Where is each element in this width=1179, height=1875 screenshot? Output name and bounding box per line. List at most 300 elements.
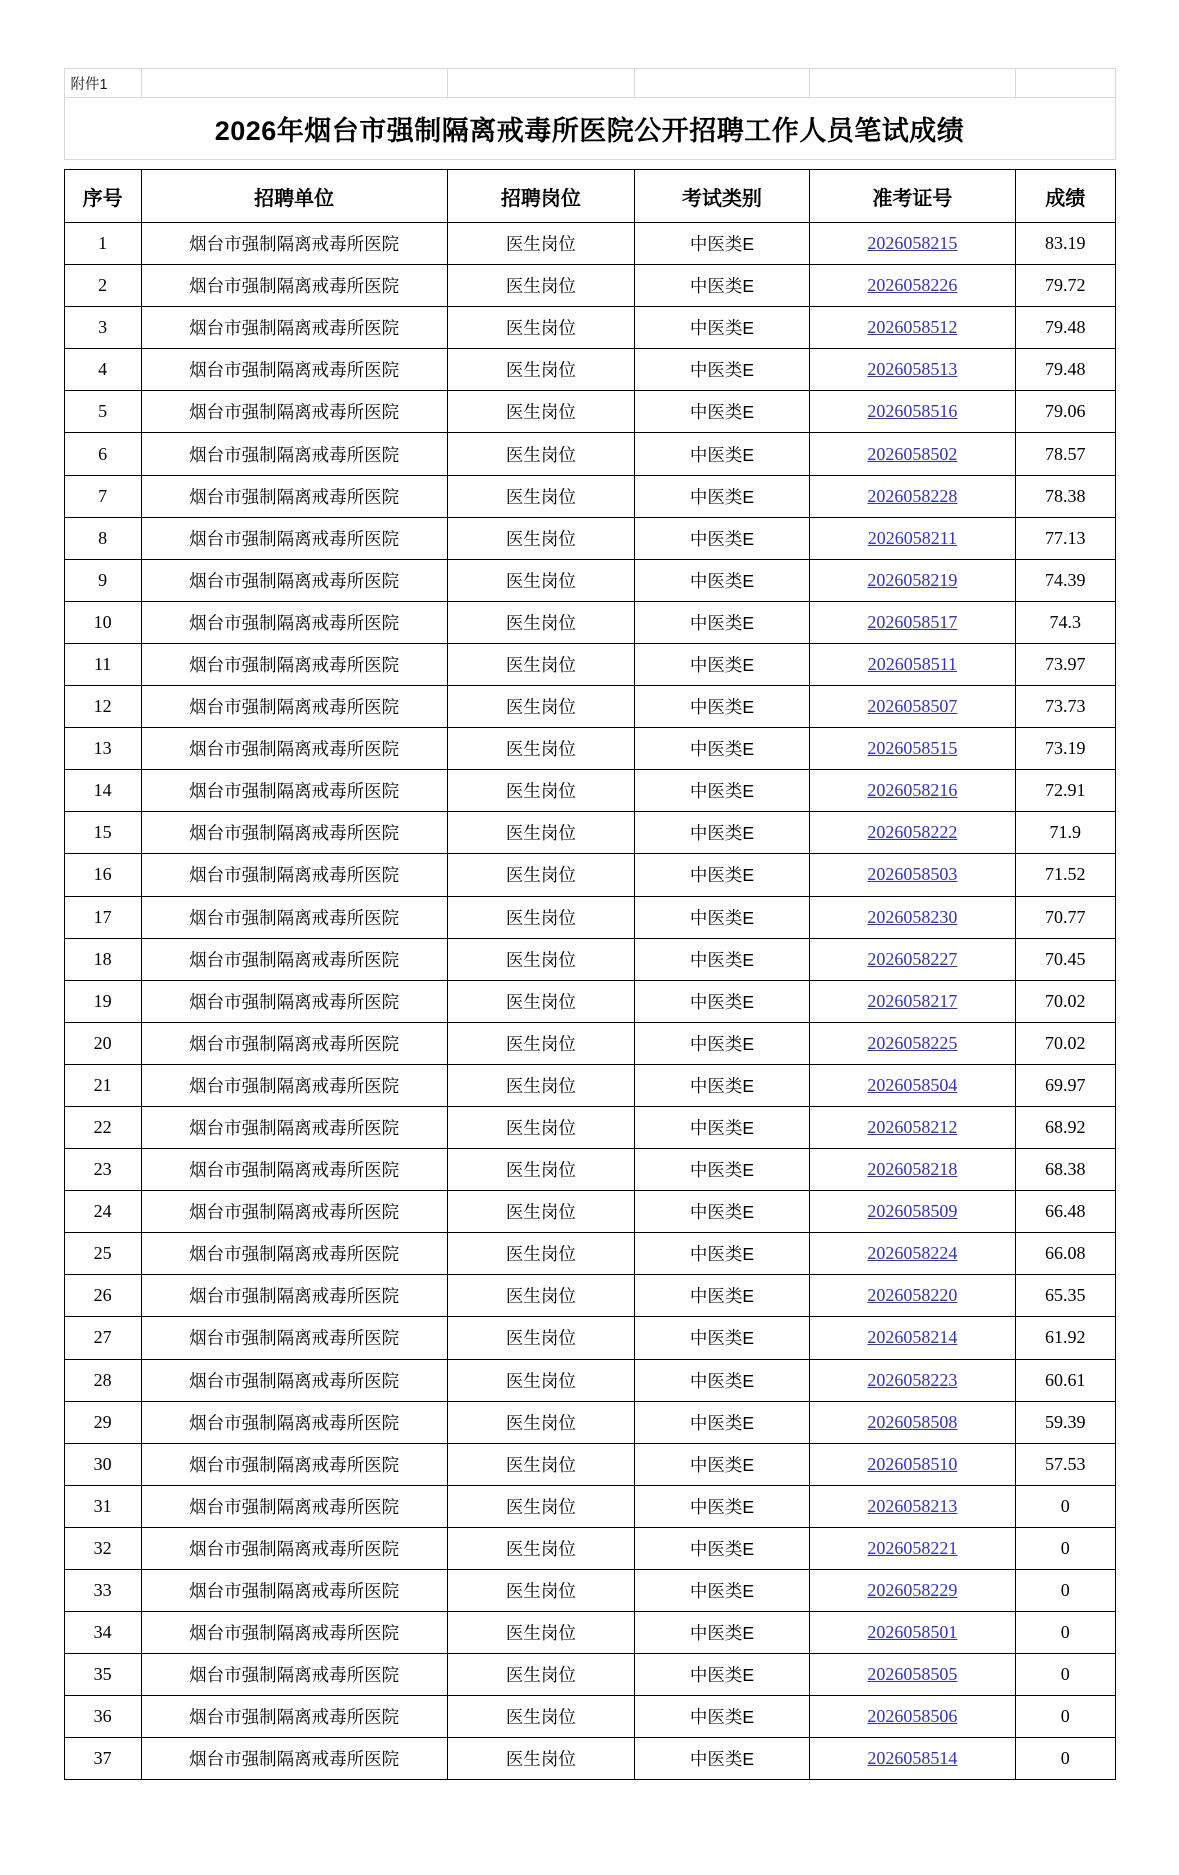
row-category-cell: 中医类E xyxy=(635,1485,809,1527)
table-row xyxy=(64,1149,1115,1191)
row-score-cell: 78.38 xyxy=(1016,475,1115,517)
table-row xyxy=(64,1696,1115,1738)
row-index-cell: 10 xyxy=(64,601,141,643)
column-header-category: 考试类别 xyxy=(635,170,809,223)
row-category-cell: 中医类E xyxy=(635,1654,809,1696)
row-index-cell: 3 xyxy=(64,307,141,349)
row-category-cell: 中医类E xyxy=(635,391,809,433)
row-score-cell: 70.45 xyxy=(1016,938,1115,980)
row-ticket-cell xyxy=(809,728,1015,770)
row-score-cell: 66.08 xyxy=(1016,1233,1115,1275)
row-ticket-cell xyxy=(809,1612,1015,1654)
table-row xyxy=(64,1106,1115,1148)
row-score-cell: 69.97 xyxy=(1016,1064,1115,1106)
ticket-number-link[interactable]: 2026058510 xyxy=(867,1453,958,1474)
row-score-cell: 65.35 xyxy=(1016,1275,1115,1317)
row-score-cell: 0 xyxy=(1016,1612,1115,1654)
row-score-cell: 83.19 xyxy=(1016,223,1115,265)
row-unit-cell: 烟台市强制隔离戒毒所医院 xyxy=(141,896,447,938)
row-unit-cell: 烟台市强制隔离戒毒所医院 xyxy=(141,1191,447,1233)
ticket-number-link[interactable]: 2026058507 xyxy=(867,696,958,717)
row-ticket-cell xyxy=(809,1738,1015,1780)
row-post-cell: 医生岗位 xyxy=(447,1275,635,1317)
table-row xyxy=(64,475,1115,517)
column-header-score: 成绩 xyxy=(1016,170,1115,223)
ticket-number-link[interactable]: 2026058217 xyxy=(867,990,958,1011)
row-ticket-cell xyxy=(809,1233,1015,1275)
row-unit-cell: 烟台市强制隔离戒毒所医院 xyxy=(141,601,447,643)
row-post-cell: 医生岗位 xyxy=(447,307,635,349)
row-score-cell: 68.92 xyxy=(1016,1106,1115,1148)
row-post-cell: 医生岗位 xyxy=(447,686,635,728)
ticket-number-link[interactable]: 2026058511 xyxy=(867,653,958,674)
row-post-cell: 医生岗位 xyxy=(447,1654,635,1696)
table-row xyxy=(64,643,1115,685)
row-category-cell: 中医类E xyxy=(635,728,809,770)
table-row xyxy=(64,770,1115,812)
row-index-cell: 18 xyxy=(64,938,141,980)
ticket-number-link[interactable]: 2026058505 xyxy=(867,1664,958,1685)
row-post-cell: 医生岗位 xyxy=(447,1570,635,1612)
row-score-cell: 73.19 xyxy=(1016,728,1115,770)
row-unit-cell: 烟台市强制隔离戒毒所医院 xyxy=(141,1106,447,1148)
row-category-cell: 中医类E xyxy=(635,854,809,896)
ticket-number-link[interactable]: 2026058222 xyxy=(867,822,958,843)
row-score-cell: 77.13 xyxy=(1016,517,1115,559)
table-header-row xyxy=(64,170,1115,223)
row-ticket-cell xyxy=(809,1064,1015,1106)
table-row xyxy=(64,1359,1115,1401)
row-ticket-cell xyxy=(809,812,1015,854)
ticket-number-link[interactable]: 2026058211 xyxy=(867,527,958,548)
row-post-cell: 医生岗位 xyxy=(447,223,635,265)
row-index-cell: 7 xyxy=(64,475,141,517)
row-unit-cell: 烟台市强制隔离戒毒所医院 xyxy=(141,391,447,433)
row-index-cell: 35 xyxy=(64,1654,141,1696)
row-unit-cell: 烟台市强制隔离戒毒所医院 xyxy=(141,559,447,601)
row-post-cell: 医生岗位 xyxy=(447,1401,635,1443)
row-post-cell: 医生岗位 xyxy=(447,1485,635,1527)
row-score-cell: 72.91 xyxy=(1016,770,1115,812)
row-category-cell: 中医类E xyxy=(635,1191,809,1233)
row-index-cell: 6 xyxy=(64,433,141,475)
row-post-cell: 医生岗位 xyxy=(447,1527,635,1569)
empty-cell xyxy=(447,69,635,98)
row-post-cell: 医生岗位 xyxy=(447,517,635,559)
row-category-cell: 中医类E xyxy=(635,517,809,559)
row-index-cell: 9 xyxy=(64,559,141,601)
row-post-cell: 医生岗位 xyxy=(447,770,635,812)
ticket-number-link[interactable]: 2026058502 xyxy=(867,443,958,464)
ticket-number-link[interactable]: 2026058221 xyxy=(867,1537,958,1558)
ticket-number-link[interactable]: 2026058501 xyxy=(867,1622,958,1643)
table-row xyxy=(64,433,1115,475)
row-category-cell: 中医类E xyxy=(635,1106,809,1148)
row-index-cell: 28 xyxy=(64,1359,141,1401)
row-index-cell: 12 xyxy=(64,686,141,728)
row-post-cell: 医生岗位 xyxy=(447,1149,635,1191)
row-score-cell: 74.3 xyxy=(1016,601,1115,643)
row-post-cell: 医生岗位 xyxy=(447,1359,635,1401)
table-row xyxy=(64,854,1115,896)
table-row xyxy=(64,1570,1115,1612)
row-category-cell: 中医类E xyxy=(635,1527,809,1569)
table-row xyxy=(64,517,1115,559)
table-row xyxy=(64,1275,1115,1317)
row-unit-cell: 烟台市强制隔离戒毒所医院 xyxy=(141,1696,447,1738)
row-unit-cell: 烟台市强制隔离戒毒所医院 xyxy=(141,223,447,265)
row-ticket-cell xyxy=(809,643,1015,685)
row-score-cell: 79.48 xyxy=(1016,307,1115,349)
row-index-cell: 17 xyxy=(64,896,141,938)
row-index-cell: 37 xyxy=(64,1738,141,1780)
row-post-cell: 医生岗位 xyxy=(447,643,635,685)
ticket-number-link[interactable]: 2026058216 xyxy=(867,780,958,801)
row-post-cell: 医生岗位 xyxy=(447,980,635,1022)
row-score-cell: 0 xyxy=(1016,1696,1115,1738)
row-score-cell: 0 xyxy=(1016,1654,1115,1696)
row-ticket-cell xyxy=(809,1191,1015,1233)
row-unit-cell: 烟台市强制隔离戒毒所医院 xyxy=(141,1359,447,1401)
row-index-cell: 14 xyxy=(64,770,141,812)
row-category-cell: 中医类E xyxy=(635,643,809,685)
column-header-post: 招聘岗位 xyxy=(447,170,635,223)
table-row xyxy=(64,601,1115,643)
ticket-number-link[interactable]: 2026058226 xyxy=(867,275,958,296)
row-ticket-cell xyxy=(809,433,1015,475)
row-ticket-cell xyxy=(809,265,1015,307)
row-post-cell: 医生岗位 xyxy=(447,349,635,391)
row-unit-cell: 烟台市强制隔离戒毒所医院 xyxy=(141,349,447,391)
row-unit-cell: 烟台市强制隔离戒毒所医院 xyxy=(141,854,447,896)
row-unit-cell: 烟台市强制隔离戒毒所医院 xyxy=(141,475,447,517)
row-post-cell: 医生岗位 xyxy=(447,1191,635,1233)
row-ticket-cell xyxy=(809,601,1015,643)
row-score-cell: 79.48 xyxy=(1016,349,1115,391)
row-category-cell: 中医类E xyxy=(635,601,809,643)
table-body xyxy=(64,223,1115,1780)
table-row xyxy=(64,1022,1115,1064)
row-category-cell: 中医类E xyxy=(635,1612,809,1654)
row-post-cell: 医生岗位 xyxy=(447,1064,635,1106)
ticket-number-link[interactable]: 2026058514 xyxy=(867,1748,958,1769)
results-table-wrapper xyxy=(64,169,1116,1780)
row-category-cell: 中医类E xyxy=(635,223,809,265)
row-unit-cell: 烟台市强制隔离戒毒所医院 xyxy=(141,812,447,854)
row-unit-cell: 烟台市强制隔离戒毒所医院 xyxy=(141,770,447,812)
row-index-cell: 34 xyxy=(64,1612,141,1654)
row-ticket-cell xyxy=(809,1696,1015,1738)
ticket-number-link[interactable]: 2026058229 xyxy=(867,1580,958,1601)
row-score-cell: 0 xyxy=(1016,1570,1115,1612)
row-ticket-cell xyxy=(809,1443,1015,1485)
row-post-cell: 医生岗位 xyxy=(447,1317,635,1359)
row-ticket-cell xyxy=(809,1654,1015,1696)
row-ticket-cell xyxy=(809,1106,1015,1148)
row-category-cell: 中医类E xyxy=(635,1022,809,1064)
row-category-cell: 中医类E xyxy=(635,1443,809,1485)
row-unit-cell: 烟台市强制隔离戒毒所医院 xyxy=(141,517,447,559)
ticket-number-link[interactable]: 2026058212 xyxy=(867,1117,958,1138)
ticket-number-link[interactable]: 2026058504 xyxy=(867,1074,958,1095)
ticket-number-link[interactable]: 2026058506 xyxy=(867,1706,958,1727)
table-row xyxy=(64,1401,1115,1443)
row-score-cell: 71.52 xyxy=(1016,854,1115,896)
ticket-number-link[interactable]: 2026058228 xyxy=(867,485,958,506)
table-row xyxy=(64,1738,1115,1780)
row-category-cell: 中医类E xyxy=(635,1064,809,1106)
row-unit-cell: 烟台市强制隔离戒毒所医院 xyxy=(141,1233,447,1275)
table-row xyxy=(64,728,1115,770)
row-category-cell: 中医类E xyxy=(635,433,809,475)
row-post-cell: 医生岗位 xyxy=(447,1106,635,1148)
table-row xyxy=(64,391,1115,433)
row-score-cell: 79.72 xyxy=(1016,265,1115,307)
row-unit-cell: 烟台市强制隔离戒毒所医院 xyxy=(141,1485,447,1527)
empty-cell xyxy=(809,69,1015,98)
row-post-cell: 医生岗位 xyxy=(447,475,635,517)
ticket-number-link[interactable]: 2026058214 xyxy=(867,1327,958,1348)
row-score-cell: 78.57 xyxy=(1016,433,1115,475)
row-unit-cell: 烟台市强制隔离戒毒所医院 xyxy=(141,433,447,475)
table-row xyxy=(64,1485,1115,1527)
row-score-cell: 66.48 xyxy=(1016,1191,1115,1233)
row-score-cell: 61.92 xyxy=(1016,1317,1115,1359)
ticket-number-link[interactable]: 2026058219 xyxy=(867,569,958,590)
row-score-cell: 71.9 xyxy=(1016,812,1115,854)
row-ticket-cell xyxy=(809,1022,1015,1064)
row-category-cell: 中医类E xyxy=(635,1149,809,1191)
empty-cell xyxy=(141,69,447,98)
ticket-number-link[interactable]: 2026058513 xyxy=(867,359,958,380)
row-post-cell: 医生岗位 xyxy=(447,1022,635,1064)
row-ticket-cell xyxy=(809,686,1015,728)
ticket-number-link[interactable]: 2026058215 xyxy=(867,233,958,254)
row-ticket-cell xyxy=(809,1149,1015,1191)
row-index-cell: 5 xyxy=(64,391,141,433)
row-category-cell: 中医类E xyxy=(635,938,809,980)
row-score-cell: 57.53 xyxy=(1016,1443,1115,1485)
row-post-cell: 医生岗位 xyxy=(447,896,635,938)
row-unit-cell: 烟台市强制隔离戒毒所医院 xyxy=(141,1570,447,1612)
table-row xyxy=(64,265,1115,307)
row-index-cell: 2 xyxy=(64,265,141,307)
row-score-cell: 60.61 xyxy=(1016,1359,1115,1401)
row-post-cell: 医生岗位 xyxy=(447,854,635,896)
row-ticket-cell xyxy=(809,770,1015,812)
attachment-label: 附件1 xyxy=(64,69,141,98)
table-row xyxy=(64,1233,1115,1275)
row-score-cell: 73.73 xyxy=(1016,686,1115,728)
table-row xyxy=(64,938,1115,980)
row-category-cell: 中医类E xyxy=(635,265,809,307)
row-unit-cell: 烟台市强制隔离戒毒所医院 xyxy=(141,980,447,1022)
row-category-cell: 中医类E xyxy=(635,307,809,349)
row-ticket-cell xyxy=(809,1570,1015,1612)
row-score-cell: 73.97 xyxy=(1016,643,1115,685)
ticket-number-link[interactable]: 2026058517 xyxy=(867,611,958,632)
table-row xyxy=(64,349,1115,391)
row-category-cell: 中医类E xyxy=(635,559,809,601)
table-header xyxy=(64,170,1115,223)
row-unit-cell: 烟台市强制隔离戒毒所医院 xyxy=(141,728,447,770)
row-index-cell: 22 xyxy=(64,1106,141,1148)
ticket-number-link[interactable]: 2026058230 xyxy=(867,906,958,927)
row-index-cell: 1 xyxy=(64,223,141,265)
row-unit-cell: 烟台市强制隔离戒毒所医院 xyxy=(141,686,447,728)
row-ticket-cell xyxy=(809,391,1015,433)
row-category-cell: 中医类E xyxy=(635,812,809,854)
row-category-cell: 中医类E xyxy=(635,686,809,728)
row-unit-cell: 烟台市强制隔离戒毒所医院 xyxy=(141,1317,447,1359)
row-index-cell: 8 xyxy=(64,517,141,559)
row-index-cell: 15 xyxy=(64,812,141,854)
ticket-number-link[interactable]: 2026058508 xyxy=(867,1411,958,1432)
row-unit-cell: 烟台市强制隔离戒毒所医院 xyxy=(141,643,447,685)
row-score-cell: 68.38 xyxy=(1016,1149,1115,1191)
page-title: 2026年烟台市强制隔离戒毒所医院公开招聘工作人员笔试成绩 xyxy=(214,116,965,146)
row-score-cell: 70.77 xyxy=(1016,896,1115,938)
ticket-number-link[interactable]: 2026058223 xyxy=(867,1369,958,1390)
table-row xyxy=(64,1317,1115,1359)
row-post-cell: 医生岗位 xyxy=(447,1233,635,1275)
row-score-cell: 70.02 xyxy=(1016,980,1115,1022)
row-category-cell: 中医类E xyxy=(635,770,809,812)
table-row xyxy=(64,980,1115,1022)
row-unit-cell: 烟台市强制隔离戒毒所医院 xyxy=(141,265,447,307)
ticket-number-link[interactable]: 2026058218 xyxy=(867,1159,958,1180)
row-unit-cell: 烟台市强制隔离戒毒所医院 xyxy=(141,1527,447,1569)
column-header-unit: 招聘单位 xyxy=(141,170,447,223)
row-category-cell: 中医类E xyxy=(635,475,809,517)
title-band xyxy=(64,98,1116,160)
row-unit-cell: 烟台市强制隔离戒毒所医院 xyxy=(141,1738,447,1780)
row-post-cell: 医生岗位 xyxy=(447,812,635,854)
ticket-number-link[interactable]: 2026058213 xyxy=(867,1495,958,1516)
row-post-cell: 医生岗位 xyxy=(447,391,635,433)
row-index-cell: 16 xyxy=(64,854,141,896)
row-ticket-cell xyxy=(809,559,1015,601)
row-unit-cell: 烟台市强制隔离戒毒所医院 xyxy=(141,1149,447,1191)
ticket-number-link[interactable]: 2026058503 xyxy=(867,864,958,885)
table-row xyxy=(64,1443,1115,1485)
row-index-cell: 26 xyxy=(64,1275,141,1317)
row-index-cell: 29 xyxy=(64,1401,141,1443)
row-ticket-cell xyxy=(809,896,1015,938)
row-index-cell: 24 xyxy=(64,1191,141,1233)
row-index-cell: 33 xyxy=(64,1570,141,1612)
ticket-number-link[interactable]: 2026058224 xyxy=(867,1243,958,1264)
row-score-cell: 59.39 xyxy=(1016,1401,1115,1443)
row-unit-cell: 烟台市强制隔离戒毒所医院 xyxy=(141,307,447,349)
row-score-cell: 79.06 xyxy=(1016,391,1115,433)
row-category-cell: 中医类E xyxy=(635,980,809,1022)
row-unit-cell: 烟台市强制隔离戒毒所医院 xyxy=(141,1654,447,1696)
row-index-cell: 36 xyxy=(64,1696,141,1738)
table-row xyxy=(64,223,1115,265)
row-category-cell: 中医类E xyxy=(635,1570,809,1612)
row-ticket-cell xyxy=(809,1485,1015,1527)
row-score-cell: 74.39 xyxy=(1016,559,1115,601)
row-index-cell: 23 xyxy=(64,1149,141,1191)
column-header-ticket: 准考证号 xyxy=(809,170,1015,223)
row-unit-cell: 烟台市强制隔离戒毒所医院 xyxy=(141,1275,447,1317)
row-ticket-cell xyxy=(809,517,1015,559)
row-post-cell: 医生岗位 xyxy=(447,1738,635,1780)
table-row xyxy=(64,812,1115,854)
row-index-cell: 31 xyxy=(64,1485,141,1527)
ticket-number-link[interactable]: 2026058515 xyxy=(867,738,958,759)
ticket-number-link[interactable]: 2026058512 xyxy=(867,317,958,338)
row-index-cell: 20 xyxy=(64,1022,141,1064)
row-unit-cell: 烟台市强制隔离戒毒所医院 xyxy=(141,938,447,980)
row-post-cell: 医生岗位 xyxy=(447,601,635,643)
row-score-cell: 0 xyxy=(1016,1527,1115,1569)
row-ticket-cell xyxy=(809,475,1015,517)
row-unit-cell: 烟台市强制隔离戒毒所医院 xyxy=(141,1443,447,1485)
row-category-cell: 中医类E xyxy=(635,1696,809,1738)
column-header-index: 序号 xyxy=(64,170,141,223)
table-row xyxy=(64,307,1115,349)
row-category-cell: 中医类E xyxy=(635,1738,809,1780)
row-index-cell: 25 xyxy=(64,1233,141,1275)
table-row xyxy=(64,1064,1115,1106)
row-score-cell: 0 xyxy=(1016,1485,1115,1527)
row-post-cell: 医生岗位 xyxy=(447,1443,635,1485)
row-index-cell: 13 xyxy=(64,728,141,770)
empty-cell xyxy=(1016,69,1115,98)
row-ticket-cell xyxy=(809,980,1015,1022)
ticket-number-link[interactable]: 2026058220 xyxy=(867,1285,958,1306)
row-category-cell: 中医类E xyxy=(635,1317,809,1359)
row-score-cell: 70.02 xyxy=(1016,1022,1115,1064)
row-post-cell: 医生岗位 xyxy=(447,265,635,307)
row-ticket-cell xyxy=(809,854,1015,896)
table-row xyxy=(64,1527,1115,1569)
row-ticket-cell xyxy=(809,1401,1015,1443)
row-ticket-cell xyxy=(809,1527,1015,1569)
row-post-cell: 医生岗位 xyxy=(447,1612,635,1654)
row-index-cell: 32 xyxy=(64,1527,141,1569)
exam-results-table xyxy=(64,169,1116,1780)
row-category-cell: 中医类E xyxy=(635,1275,809,1317)
ticket-number-link[interactable]: 2026058509 xyxy=(867,1201,958,1222)
row-index-cell: 21 xyxy=(64,1064,141,1106)
row-index-cell: 11 xyxy=(64,643,141,685)
row-score-cell: 0 xyxy=(1016,1738,1115,1780)
table-row xyxy=(64,559,1115,601)
attachment-label-row xyxy=(64,68,1116,98)
row-ticket-cell xyxy=(809,1359,1015,1401)
table-row xyxy=(64,686,1115,728)
ticket-number-link[interactable]: 2026058227 xyxy=(867,948,958,969)
row-ticket-cell xyxy=(809,223,1015,265)
ticket-number-link[interactable]: 2026058516 xyxy=(867,401,958,422)
row-post-cell: 医生岗位 xyxy=(447,433,635,475)
row-post-cell: 医生岗位 xyxy=(447,1696,635,1738)
row-unit-cell: 烟台市强制隔离戒毒所医院 xyxy=(141,1064,447,1106)
row-unit-cell: 烟台市强制隔离戒毒所医院 xyxy=(141,1022,447,1064)
row-category-cell: 中医类E xyxy=(635,349,809,391)
empty-cell xyxy=(635,69,809,98)
row-ticket-cell xyxy=(809,307,1015,349)
row-index-cell: 4 xyxy=(64,349,141,391)
row-unit-cell: 烟台市强制隔离戒毒所医院 xyxy=(141,1612,447,1654)
row-index-cell: 27 xyxy=(64,1317,141,1359)
ticket-number-link[interactable]: 2026058225 xyxy=(867,1032,958,1053)
row-category-cell: 中医类E xyxy=(635,1233,809,1275)
table-row xyxy=(64,1654,1115,1696)
